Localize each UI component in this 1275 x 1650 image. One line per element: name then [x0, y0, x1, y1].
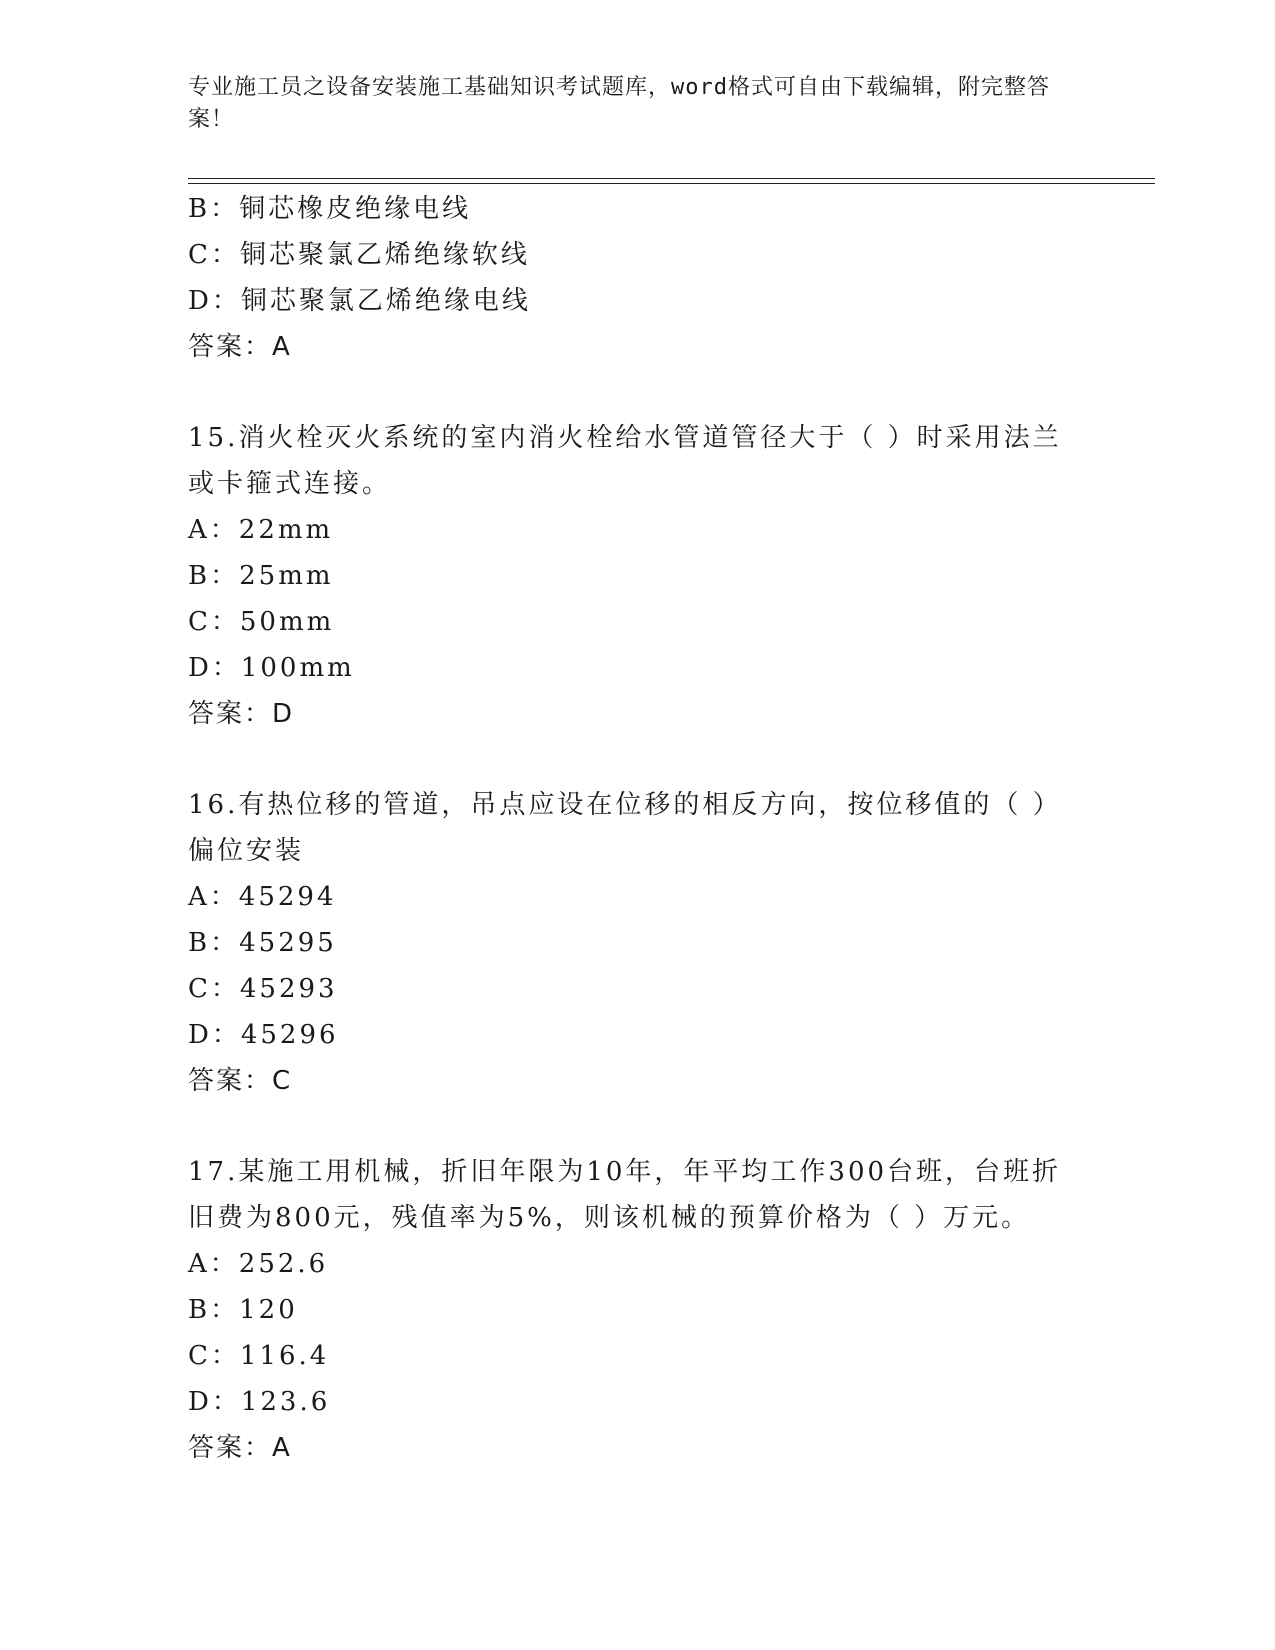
answer-line: 答案：C	[188, 1066, 293, 1096]
question-item	[188, 415, 1068, 737]
option-c: C：50mm	[188, 607, 335, 637]
option-d: D：45296	[188, 1020, 339, 1050]
question-item	[188, 782, 1068, 1104]
question-list	[188, 186, 1068, 1471]
header-divider-top	[188, 178, 1155, 179]
question-stem: 17.某施工用机械，折旧年限为10年，年平均工作300台班，台班折旧费为800元，残值率为5%，则该机械的预算价格为（ ）万元。	[188, 1157, 1062, 1233]
option-c: C：45293	[188, 974, 338, 1004]
answer-line: 答案：A	[188, 1433, 292, 1463]
option-d: D：123.6	[188, 1387, 331, 1417]
option-a: A：252.6	[188, 1249, 329, 1279]
question-stem: 15.消火栓灭火系统的室内消火栓给水管道管径大于（ ）时采用法兰或卡箍式连接。	[188, 423, 1062, 499]
option-d: D：铜芯聚氯乙烯绝缘电线	[188, 286, 531, 316]
option-c: C：铜芯聚氯乙烯绝缘软线	[188, 240, 530, 270]
answer-line: 答案：D	[188, 699, 295, 729]
question-item	[188, 1149, 1068, 1471]
option-b: B：铜芯橡皮绝缘电线	[188, 194, 472, 224]
option-a: A：22mm	[188, 515, 334, 545]
question-stem: 16.有热位移的管道，吊点应设在位移的相反方向，按位移值的（ ）偏位安装	[188, 790, 1062, 866]
header-divider-bottom	[188, 183, 1155, 184]
option-c: C：116.4	[188, 1341, 330, 1371]
option-d: D：100mm	[188, 653, 355, 683]
option-a: A：45294	[188, 882, 337, 912]
document-header: 专业施工员之设备安装施工基础知识考试题库，word格式可自由下载编辑，附完整答案！	[188, 75, 1050, 132]
option-b: B：25mm	[188, 561, 334, 591]
question-fragment	[188, 186, 1068, 370]
answer-line: 答案：A	[188, 332, 292, 362]
option-b: B：120	[188, 1295, 298, 1325]
option-b: B：45295	[188, 928, 337, 958]
